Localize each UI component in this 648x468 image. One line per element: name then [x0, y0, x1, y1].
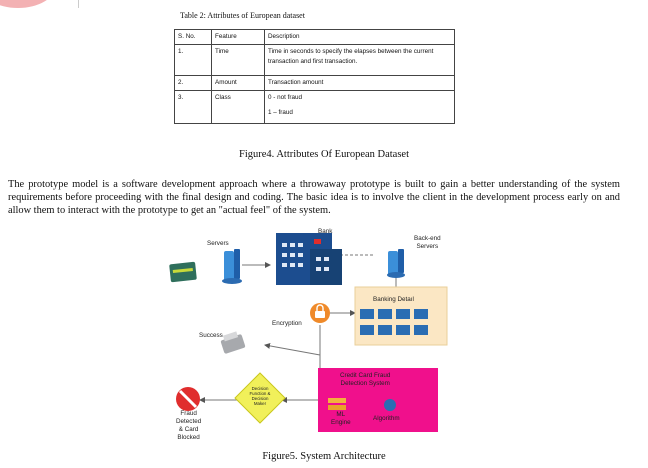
credit-card-icon	[169, 262, 197, 283]
fraud-label-line: Blocked	[177, 434, 200, 441]
header-description: Description	[265, 30, 455, 45]
divider	[78, 0, 79, 8]
table-caption: Table 2: Attributes of European dataset	[180, 11, 305, 20]
table-row	[175, 90, 455, 123]
bank-label: Bank	[318, 228, 333, 235]
cell-feature: Amount	[212, 75, 265, 90]
success-label: Success	[199, 332, 223, 339]
fraud-system-label-line: Credit Card Fraud	[340, 372, 391, 379]
cell-description: Transaction amount	[265, 75, 455, 90]
backend-servers-icon	[387, 249, 405, 278]
decision-label-line: Function &	[249, 391, 271, 396]
bank-building-icon	[276, 233, 342, 285]
fraud-label-line: Fraud	[180, 410, 197, 417]
success-printer-icon	[220, 331, 245, 354]
header-sno: S. No.	[175, 30, 212, 45]
encryption-lock-icon	[310, 303, 330, 323]
decision-label-line: Maker	[253, 401, 267, 406]
figure5-caption: Figure5. System Architecture	[262, 451, 386, 462]
decision-label-line: Decision	[251, 396, 269, 401]
description-line: 1 – fraud	[268, 108, 293, 116]
description-line: 0 - not fraud	[268, 93, 302, 101]
ml-engine-label	[331, 411, 351, 427]
algorithm-label: Algorithm	[373, 415, 400, 422]
blocked-icon	[176, 387, 200, 411]
body-paragraph: The prototype model is a software development approach where a throwaway prototype is built to gain a better understanding of the system requirements before proceeding with the final design and coding. The basic idea is to involve the client in the development process early on and allow them to interact with the prototype to get an "actual feel" of the system.	[8, 179, 620, 216]
fraud-label-line: & Card	[178, 426, 199, 433]
ml-label-line: Engine	[331, 419, 351, 426]
servers-icon	[222, 249, 242, 284]
fraud-system-label-line: Detection System	[340, 380, 390, 387]
cell-description: Time in seconds to specify the elapses between the current transaction and first transaction.	[265, 44, 455, 75]
header-feature: Feature	[212, 30, 265, 45]
figure4-caption: Figure4. Attributes Of European Dataset	[239, 149, 409, 160]
encryption-label: Encryption	[272, 320, 302, 327]
decorative-shape	[0, 0, 56, 8]
cell-feature: Class	[212, 90, 265, 123]
backend-label-line: Servers	[416, 243, 439, 250]
table-header-row	[175, 30, 455, 45]
decision-label	[246, 386, 274, 406]
cell-sno: 2.	[175, 75, 212, 90]
backend-servers-label	[414, 235, 441, 251]
fraud-blocked-label	[176, 410, 201, 442]
banking-detail-label: Banking Detaıl	[373, 296, 414, 303]
ml-label-line: ML	[336, 411, 346, 418]
cell-sno: 1.	[175, 44, 212, 75]
decision-label-line: Decision	[251, 386, 269, 391]
cell-sno: 3.	[175, 90, 212, 123]
fraud-system-label	[340, 372, 390, 388]
backend-label-line: Back-end	[414, 235, 441, 242]
fraud-label-line: Detected	[176, 418, 202, 425]
servers-label: Servers	[207, 240, 229, 247]
cell-description	[265, 90, 455, 123]
table-row	[175, 75, 455, 90]
attributes-table	[174, 29, 455, 124]
table-row	[175, 44, 455, 75]
cell-feature: Time	[212, 44, 265, 75]
